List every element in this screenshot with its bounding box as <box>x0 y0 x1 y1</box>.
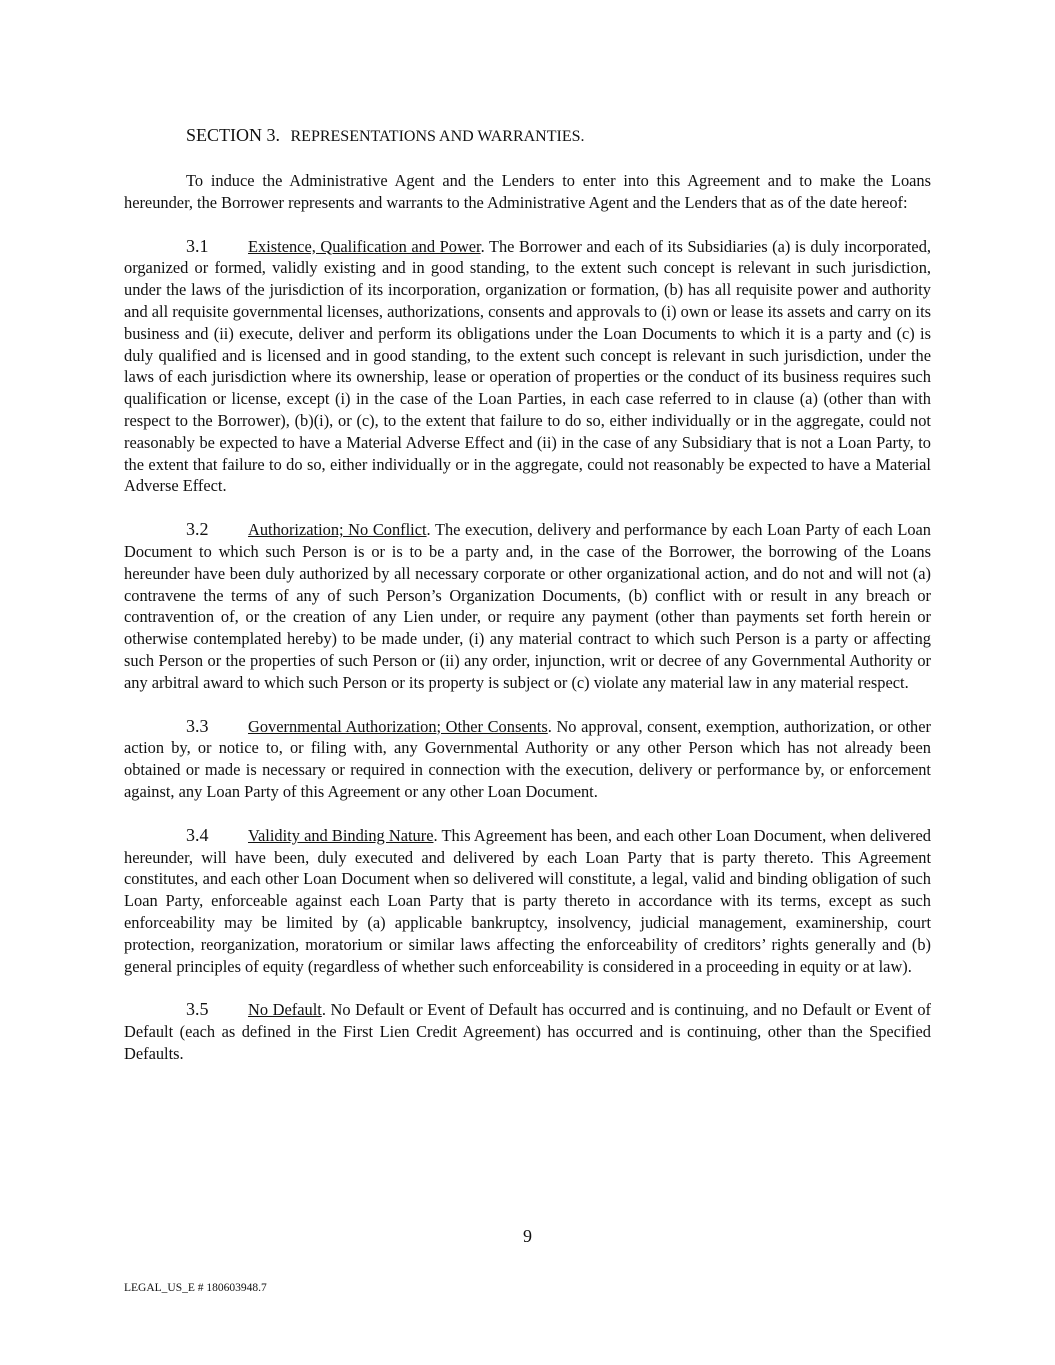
clause-body: . The execution, delivery and performance by each Loan Party of each Loan Document to which such Person is or is to be a party and, in the case of the Borrower, the borrowing of the Loans hereunder have been duly authorized by all necessary corporate or other organizational action, and do not and will not (a) contravene the terms of any of such Person’s Organization Documents, (b) conflict with or result in any breach or contravention of, or the creation of any Lien under, or require any payment (other than payments set forth herein or otherwise contemplated hereby) to be made under, (i) any material contract to which such Person is a party or affecting such Person or the properties of such Person or (ii) any order, injunction, writ or decree of any Governmental Authority or any arbitral award to which such Person or its property is subject or (c) violate any material law in any material respect. <box>124 520 932 692</box>
clause-number: 3.5 <box>186 999 209 1020</box>
clause-number: 3.2 <box>186 519 209 540</box>
page-number: 9 <box>523 1226 532 1246</box>
clause-3-5 <box>124 999 931 1064</box>
clause-3-4 <box>124 825 931 978</box>
section-number: SECTION 3. <box>186 125 280 145</box>
section-title: REPRESENTATIONS AND WARRANTIES. <box>290 128 585 145</box>
clause-heading: Existence, Qualification and Power <box>248 236 481 256</box>
clause-heading: No Default <box>248 1000 322 1020</box>
document-page <box>124 124 931 1087</box>
section-heading <box>124 124 931 148</box>
clause-body: . No Default or Event of Default has occurred and is continuing, and no Default or Event of Default (each as defined in the First Lien Credit Agreement) has occurred and is continuing, other than the Specified Defaults. <box>124 1000 931 1063</box>
clause-3-3 <box>124 716 931 803</box>
clause-3-1 <box>124 236 931 498</box>
intro-paragraph: To induce the Administrative Agent and the Lenders to enter into this Agreement and to make the Loans hereunder, the Borrower represents and warrants to the Administrative Agent and the Lenders that as of the date hereof: <box>124 171 931 212</box>
clause-heading: Authorization; No Conflict <box>248 520 427 540</box>
clause-number: 3.4 <box>186 824 209 845</box>
clause-number: 3.1 <box>186 235 209 256</box>
clause-body: . No approval, consent, exemption, authorization, or other action by, or notice to, or filing with, any Governmental Authority or any other Person which has not already been obtained or made is necessary or required in connection with the execution, delivery or performance by, or enforcement against, any Loan Party of this Agreement or any other Loan Document. <box>124 716 931 801</box>
clause-3-2 <box>124 519 931 693</box>
document-id-footer: LEGAL_US_E # 180603948.7 <box>124 1282 267 1294</box>
clause-heading: Validity and Binding Nature <box>248 825 434 845</box>
clause-body: . The Borrower and each of its Subsidiaries (a) is duly incorporated, organized or formed, validly existing and in good standing, to the extent such concept is relevant in such jurisdiction, under the laws of the jurisdiction of its incorporation, organization or formation, (b) has all requisite power and authority and all requisite governmental licenses, authorizations, consents and approvals to (i) own or lease its assets and carry on its business and (ii) execute, deliver and perform its obligations under the Loan Documents to which it is a party and (c) is duly qualified and is licensed and in good standing, to the extent such concept is relevant in such jurisdiction, under the laws of each jurisdiction where its ownership, lease or operation of properties or the conduct of its business requires such qualification or license, except (i) in the case of the Loan Parties, in each case referred to in clause (a) (other than with respect to the Borrower), (b)(i), or (c), to the extent that failure to do so, either individually or in the aggregate, could not reasonably be expected to have a Material Adverse Effect and (ii) in the case of any Subsidiary that is not a Loan Party, to the extent that failure to do so, either individually or in the aggregate, could not reasonably be expected to have a Material Adverse Effect. <box>124 236 932 496</box>
clause-number: 3.3 <box>186 715 209 736</box>
clause-body: . This Agreement has been, and each other Loan Document, when delivered hereunder, will have been, duly executed and delivered by each Loan Party that is party thereto. This Agreement constitutes, and each other Loan Document when so delivered will constitute, a legal, valid and binding obligation of such Loan Party, enforceable against each Loan Party that is party thereto in accordance with its terms, except as such enforceability may be limited by (a) applicable bankruptcy, insolvency, judicial management, examinership, court protection, reorganization, moratorium or similar laws affecting the enforceability of creditors’ rights generally and (b) general principles of equity (regardless of whether such enforceability is considered in a proceeding in equity or at law). <box>124 825 931 976</box>
clause-heading: Governmental Authorization; Other Consents <box>248 716 548 736</box>
